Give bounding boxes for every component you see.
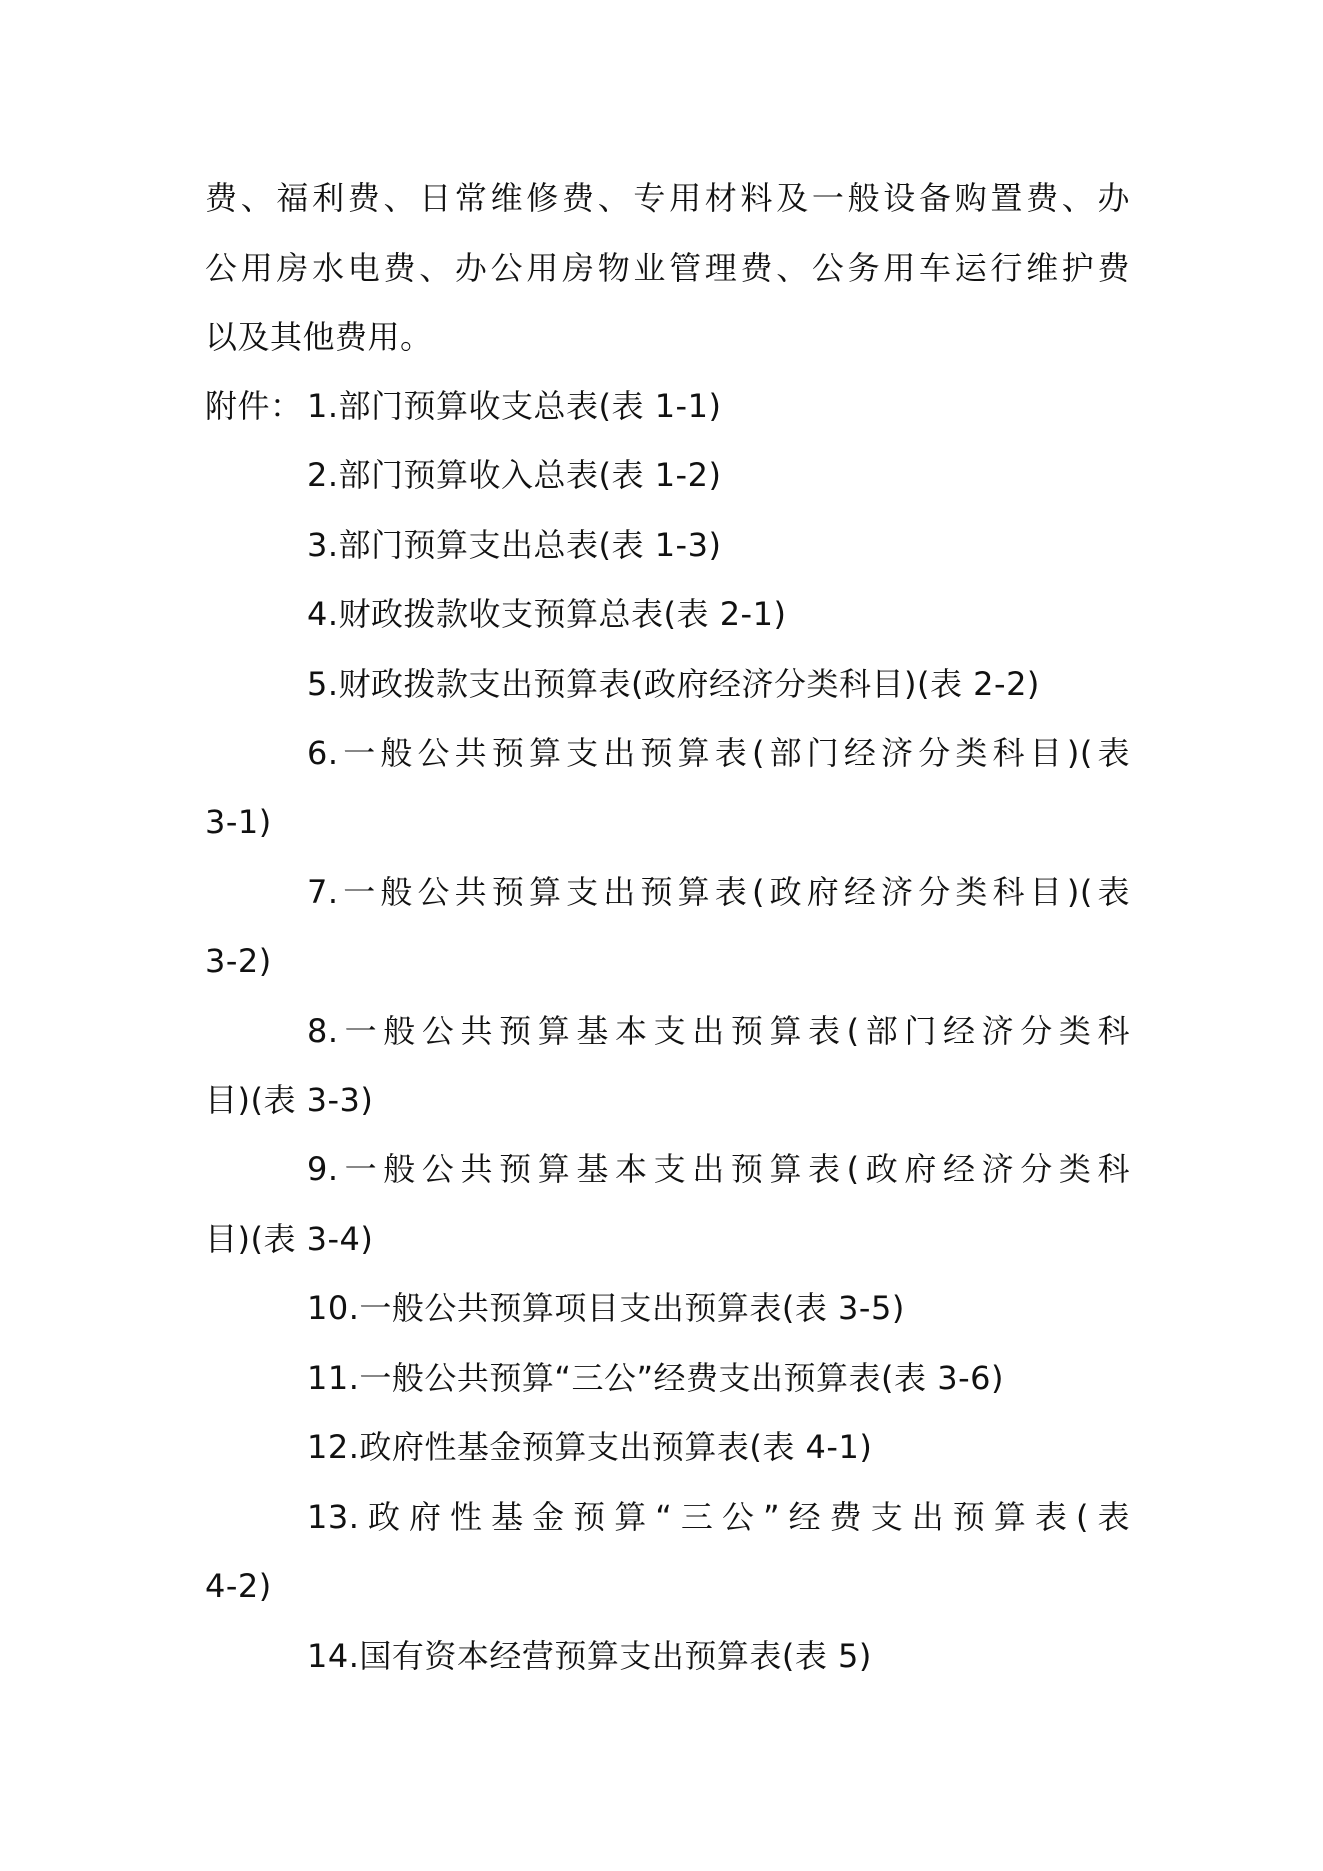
attachment-item-continuation: 3-2) [205,942,272,980]
attachment-item: 7.一般公共预算支出预算表(政府经济分类科目)(表 [307,873,1130,911]
attachment-item: 10.一般公共预算项目支出预算表(表 3-5) [307,1289,905,1327]
attachment-item: 11.一般公共预算“三公”经费支出预算表(表 3-6) [307,1359,1004,1397]
attachments-label: 附件： [205,387,303,425]
paragraph-line: 以及其他费用。 [205,318,433,356]
paragraph-line: 费、福利费、日常维修费、专用材料及一般设备购置费、办 [205,179,1130,217]
attachment-item: 3.部门预算支出总表(表 1-3) [307,526,722,564]
attachment-item: 13.政府性基金预算“三公”经费支出预算表(表 [307,1498,1130,1536]
attachment-item: 9.一般公共预算基本支出预算表(政府经济分类科 [307,1150,1130,1188]
attachment-item: 8.一般公共预算基本支出预算表(部门经济分类科 [307,1012,1130,1050]
attachment-item: 2.部门预算收入总表(表 1-2) [307,456,722,494]
attachment-item-continuation: 目)(表 3-3) [205,1081,374,1119]
attachment-item: 1.部门预算收支总表(表 1-1) [307,387,722,425]
attachment-item: 5.财政拨款支出预算表(政府经济分类科目)(表 2-2) [307,665,1040,703]
attachment-item: 14.国有资本经营预算支出预算表(表 5) [307,1637,872,1675]
attachment-item-continuation: 3-1) [205,803,272,841]
attachment-item: 6.一般公共预算支出预算表(部门经济分类科目)(表 [307,734,1130,772]
attachment-item: 12.政府性基金预算支出预算表(表 4-1) [307,1428,873,1466]
attachment-item-continuation: 目)(表 3-4) [205,1220,374,1258]
attachment-item-continuation: 4-2) [205,1567,272,1605]
attachment-item: 4.财政拨款收支预算总表(表 2-1) [307,595,787,633]
paragraph-line: 公用房水电费、办公用房物业管理费、公务用车运行维护费 [205,249,1130,287]
